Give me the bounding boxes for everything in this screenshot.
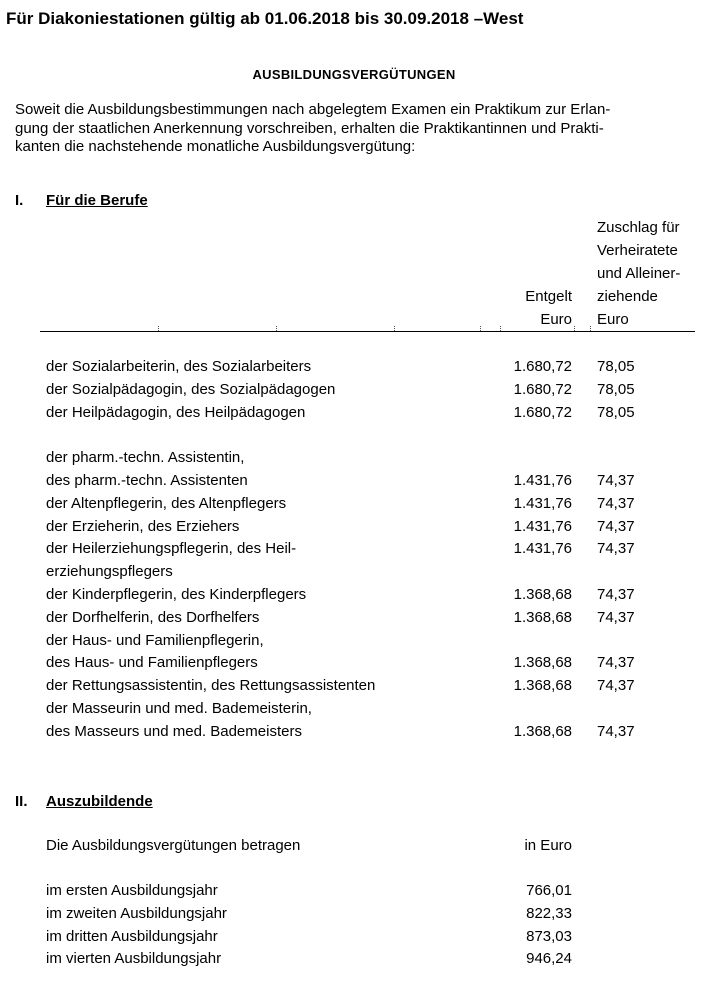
- profession-row: [0, 723, 708, 746]
- entgelt-value: 1.368,68: [513, 654, 572, 672]
- zuschlag-value: 74,37: [597, 677, 635, 695]
- profession-label: der Kinderpflegerin, des Kinderpflegers: [46, 586, 307, 603]
- document-header: Für Diakoniestationen gültig ab 01.06.2018 bis 30.09.2018 –West: [6, 9, 524, 28]
- section2-header-row: [0, 837, 708, 860]
- zuschlag-header-line: Zuschlag für: [597, 219, 680, 236]
- training-year-value: 873,03: [526, 927, 572, 945]
- profession-row: [0, 495, 708, 518]
- intro-line: gung der staatlichen Anerkennung vorschreiben, erhalten die Praktikantinnen und Prakti-: [15, 119, 604, 137]
- zuschlag-value: 78,05: [597, 358, 635, 375]
- profession-label: der pharm.-techn. Assistentin,: [46, 449, 245, 467]
- entgelt-header-line: Entgelt: [525, 288, 572, 305]
- zuschlag-column-header: [597, 216, 680, 331]
- profession-row: [0, 677, 708, 700]
- profession-row: [0, 586, 708, 609]
- entgelt-header-line: Euro: [540, 311, 572, 328]
- profession-label: des Masseurs und med. Bademeisters: [46, 722, 302, 740]
- tab-stop-marker: [394, 326, 395, 331]
- zuschlag-value: 74,37: [597, 540, 635, 558]
- intro-line: Soweit die Ausbildungsbestimmungen nach abgelegtem Examen ein Praktikum zur Erlan-: [15, 101, 611, 118]
- zuschlag-header-line: ziehende: [597, 288, 658, 305]
- intro-paragraph: [15, 101, 695, 157]
- profession-row: [0, 700, 708, 723]
- training-year-label: im ersten Ausbildungsjahr: [46, 882, 218, 899]
- entgelt-value: 1.680,72: [513, 380, 572, 398]
- zuschlag-value: 74,37: [597, 472, 635, 489]
- profession-label: der Erzieherin, des Erziehers: [46, 517, 240, 535]
- entgelt-value: 1.431,76: [513, 472, 572, 489]
- training-year-value: 822,33: [526, 904, 572, 922]
- profession-row: [0, 381, 708, 404]
- profession-label: der Sozialarbeiterin, des Sozialarbeiters: [46, 358, 312, 375]
- entgelt-column-header: [525, 285, 572, 331]
- entgelt-value: 1.680,72: [513, 403, 572, 421]
- training-year-row: [0, 905, 708, 928]
- profession-label: des Haus- und Familienpflegers: [46, 654, 258, 672]
- zuschlag-value: 74,37: [597, 517, 635, 535]
- profession-label: der Altenpflegerin, des Altenpflegers: [46, 494, 287, 512]
- tab-stop-marker: [276, 326, 277, 331]
- zuschlag-value: 74,37: [597, 586, 635, 603]
- entgelt-value: 1.368,68: [513, 586, 572, 603]
- tab-stop-marker: [158, 326, 159, 331]
- training-year-label: im zweiten Ausbildungsjahr: [46, 904, 227, 922]
- zuschlag-value: 74,37: [597, 608, 635, 626]
- profession-label: erziehungspflegers: [46, 563, 173, 581]
- entgelt-value: 1.368,68: [513, 722, 572, 740]
- training-year-row: [0, 928, 708, 951]
- table-header-rule: [40, 331, 695, 332]
- profession-row: [0, 518, 708, 541]
- tab-stop-marker: [590, 326, 591, 331]
- profession-label: der Heilpädagogin, des Heilpädagogen: [46, 403, 306, 421]
- profession-label: der Rettungsassistentin, des Rettungsassistenten: [46, 677, 376, 695]
- tab-stop-marker: [480, 326, 481, 331]
- profession-row: [0, 358, 708, 381]
- entgelt-value: 1.368,68: [513, 608, 572, 626]
- zuschlag-value: 78,05: [597, 403, 635, 421]
- profession-label: der Masseurin und med. Bademeisterin,: [46, 700, 312, 717]
- zuschlag-header-line: und Alleiner-: [597, 265, 681, 282]
- zuschlag-value: 74,37: [597, 494, 635, 512]
- training-year-row: [0, 882, 708, 905]
- training-year-value: 946,24: [526, 950, 572, 968]
- profession-label: des pharm.-techn. Assistenten: [46, 472, 248, 489]
- profession-row: [0, 540, 708, 563]
- training-year-row: [0, 950, 708, 973]
- profession-label: der Heilerziehungspflegerin, des Heil-: [46, 540, 297, 558]
- entgelt-value: 1.431,76: [513, 540, 572, 558]
- zuschlag-header-line: Euro: [597, 311, 629, 328]
- profession-row: [0, 449, 708, 472]
- profession-row: [0, 654, 708, 677]
- entgelt-value: 1.431,76: [513, 494, 572, 512]
- tab-stop-marker: [500, 326, 501, 331]
- section2-unit: in Euro: [524, 837, 572, 854]
- section2-title: Auszubildende: [46, 793, 153, 810]
- zuschlag-value: 78,05: [597, 380, 635, 398]
- profession-row: [0, 472, 708, 495]
- section2-number: II.: [15, 793, 28, 810]
- profession-row: [0, 563, 708, 586]
- section2-intro: Die Ausbildungsvergütungen betragen: [46, 837, 301, 854]
- entgelt-value: 1.431,76: [513, 517, 572, 535]
- training-year-value: 766,01: [526, 882, 572, 899]
- training-year-label: im dritten Ausbildungsjahr: [46, 927, 218, 945]
- intro-line: kanten die nachstehende monatliche Ausbildungsvergütung:: [15, 138, 416, 155]
- profession-label: der Haus- und Familienpflegerin,: [46, 631, 264, 649]
- entgelt-value: 1.368,68: [513, 677, 572, 695]
- section1-title: Für die Berufe: [46, 192, 148, 209]
- tab-stop-marker: [574, 326, 575, 331]
- training-year-label: im vierten Ausbildungsjahr: [46, 950, 222, 968]
- profession-row: [0, 632, 708, 655]
- document-title: AUSBILDUNGSVERGÜTUNGEN: [252, 67, 456, 82]
- zuschlag-value: 74,37: [597, 654, 635, 672]
- zuschlag-header-line: Verheiratete: [597, 242, 678, 259]
- zuschlag-value: 74,37: [597, 722, 635, 740]
- entgelt-value: 1.680,72: [513, 358, 572, 375]
- profession-row: [0, 609, 708, 632]
- profession-row: [0, 404, 708, 427]
- profession-label: der Sozialpädagogin, des Sozialpädagogen: [46, 380, 336, 398]
- profession-label: der Dorfhelferin, des Dorfhelfers: [46, 608, 260, 626]
- section1-number: I.: [15, 192, 24, 209]
